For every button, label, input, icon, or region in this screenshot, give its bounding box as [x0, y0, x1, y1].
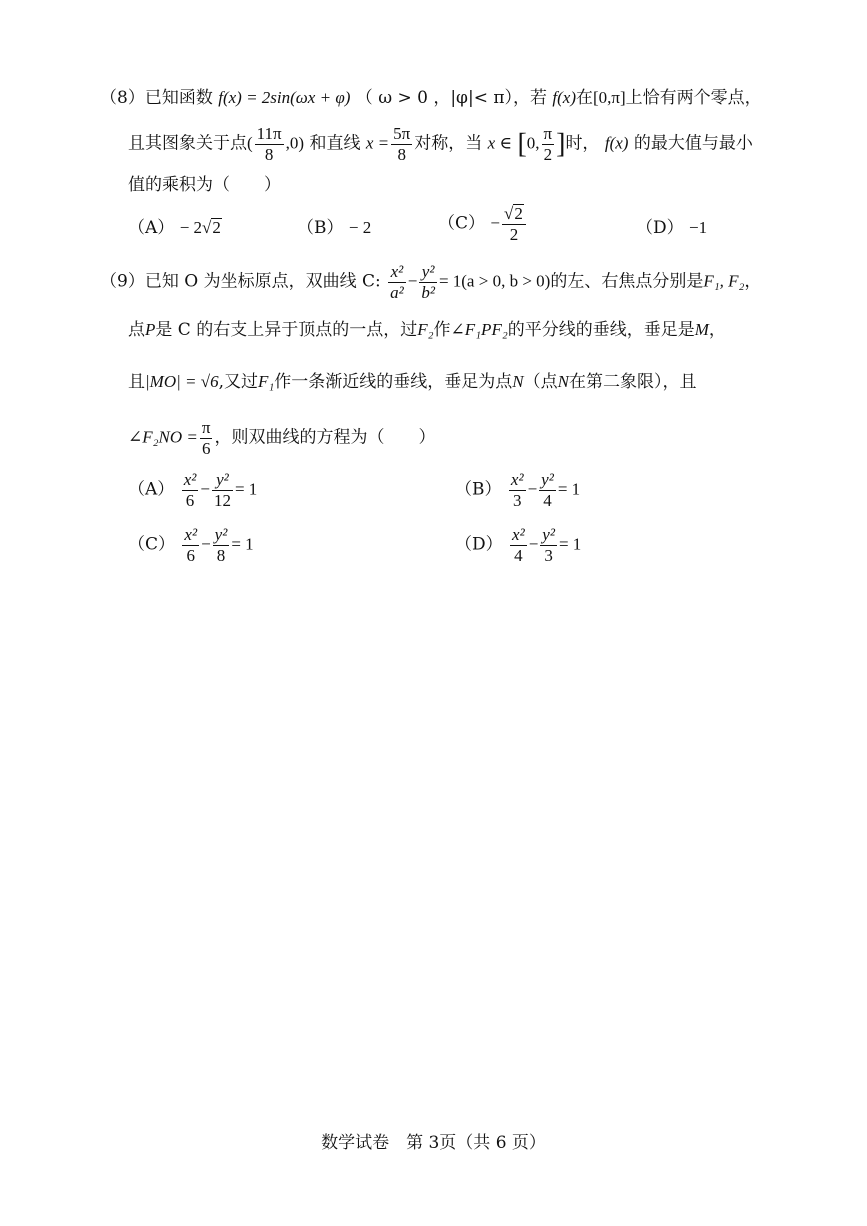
option-x-fraction: [182, 525, 199, 565]
q8-line-fraction: [391, 124, 412, 164]
equals-one: = 1: [558, 534, 582, 554]
q9-var: M: [694, 320, 709, 339]
q9-line-2: [128, 320, 726, 340]
q9-option-b[interactable]: [455, 470, 580, 510]
frac-den: 4: [514, 545, 523, 565]
q8-number: （8）: [100, 88, 145, 108]
q9-text: 是 C 的右支上异于顶点的一点，过: [155, 320, 418, 340]
page-footer: 数学试卷 第 3页（共 6 页）: [321, 1133, 546, 1153]
q8-text: 上恰有两个零点，: [625, 88, 762, 108]
equals-one: = 1: [231, 534, 254, 554]
q9-y-fraction: [419, 262, 437, 302]
frac-num: y²: [212, 470, 233, 491]
option-value: −1: [689, 218, 708, 237]
q9-text: 的平分线的垂线，垂足是: [507, 320, 695, 340]
q8-text: 且其图象关于点: [128, 133, 247, 154]
q9-foci: F₁, F₂: [703, 271, 745, 291]
q9-text: 点: [128, 320, 145, 340]
q9-text: 的左、右焦点分别是: [550, 271, 704, 292]
q9-text: ,又过: [218, 372, 258, 392]
q9-text: 在第二象限），且: [568, 372, 697, 392]
q9-var: N: [512, 372, 524, 391]
q9-text: 已知 O 为坐标原点，双曲线 C:: [144, 271, 381, 292]
sqrt-icon: √: [202, 218, 212, 237]
option-value: − 2: [348, 218, 372, 237]
q8-point-fraction: [255, 124, 284, 164]
q8-x-equals: x =: [365, 133, 390, 153]
q9-angle: ∠F₂NO =: [128, 427, 198, 447]
q8-function: f(x) = 2sin(ωx + φ): [218, 88, 351, 107]
q9-line-3: [128, 372, 696, 392]
q8-condition: （ ω > 0 ，|φ|< π），若: [355, 88, 548, 108]
q8-fx: f(x): [552, 88, 577, 107]
q8-range-den: 2: [543, 144, 553, 164]
radicand: 2: [514, 204, 523, 223]
q8-fx: f(x): [604, 133, 629, 153]
option-y-fraction: [539, 470, 556, 510]
frac-den: 3: [512, 490, 522, 510]
q8-line-num: 5π: [393, 124, 411, 143]
q8-text: 和直线: [309, 133, 361, 154]
q8-x-in: x ∈: [487, 133, 513, 153]
q8-line-3: [128, 175, 281, 195]
minus-sign: −: [527, 479, 538, 499]
q8-text: 值的乘积为（ ）: [128, 175, 281, 195]
option-y-fraction: [540, 525, 557, 565]
q9-text: ，则双曲线的方程为（ ）: [214, 427, 436, 448]
option-x-fraction: [509, 470, 526, 510]
q8-range-num: π: [543, 124, 553, 143]
frac-num: y²: [419, 262, 437, 283]
option-label: （C）: [438, 213, 486, 234]
q8-option-c[interactable]: [438, 204, 528, 244]
frac-den: 8: [216, 545, 226, 565]
option-label: （C）: [128, 534, 176, 555]
q9-var: F₁: [258, 372, 275, 391]
frac-den: 3: [544, 545, 553, 565]
minus-sign: −: [407, 271, 418, 291]
q9-angle: ∠F₁PF₂: [450, 320, 508, 339]
frac-num: y²: [214, 525, 228, 544]
radicand: 2: [212, 218, 221, 237]
frac-den: 6: [186, 545, 195, 565]
q9-text: 作: [433, 320, 451, 340]
frac-den: 6: [201, 438, 211, 458]
right-bracket: ]: [556, 128, 566, 160]
frac-den: a²: [390, 282, 404, 302]
option-label: （D）: [636, 218, 684, 238]
option-den: 2: [509, 224, 519, 244]
q8-text: 在: [576, 88, 594, 108]
q9-mo: |MO| = √6: [145, 372, 219, 391]
q9-text: （点: [523, 372, 558, 392]
q9-x-fraction: [388, 262, 406, 302]
q8-point-rest: ,0): [285, 133, 305, 153]
q8-range-zero: 0,: [526, 133, 540, 153]
q9-var: N: [557, 372, 569, 391]
option-label: （B）: [297, 218, 344, 238]
q8-text: 已知函数: [144, 88, 213, 108]
q9-number: （9）: [100, 271, 145, 292]
q9-text: ，: [744, 271, 762, 292]
q8-option-b[interactable]: [297, 218, 371, 238]
q8-line-1: [100, 88, 762, 108]
q9-equation-rest: = 1(a > 0, b > 0): [438, 271, 551, 291]
frac-den: 12: [213, 490, 231, 510]
frac-num: x²: [183, 470, 197, 489]
option-y-fraction: [212, 470, 233, 510]
q8-option-a[interactable]: [128, 218, 222, 238]
q9-option-d[interactable]: [455, 525, 581, 565]
q9-var: F₂: [417, 320, 434, 339]
left-bracket: [: [517, 128, 527, 160]
frac-num: x²: [510, 470, 524, 489]
option-y-fraction: [213, 525, 230, 565]
q8-text: 的最大值与最小: [633, 133, 753, 154]
q8-open-paren: (: [247, 133, 253, 153]
q9-var: P: [145, 320, 156, 339]
q9-line-1: [100, 262, 761, 302]
option-label: （B）: [455, 479, 502, 500]
equals-one: = 1: [557, 479, 581, 499]
option-fraction: [502, 204, 526, 244]
option-label: （A）: [128, 479, 175, 500]
option-value: − 2: [179, 218, 203, 237]
frac-den: 4: [543, 490, 552, 510]
q8-text: 对称，当: [414, 133, 483, 154]
frac-num: x²: [184, 525, 198, 544]
frac-den: 6: [185, 490, 195, 510]
q8-line-den: 8: [397, 144, 406, 164]
q9-text: 且: [128, 372, 145, 392]
frac-num: y²: [541, 470, 554, 489]
option-sign: −: [490, 213, 501, 233]
sqrt-icon: √: [504, 204, 514, 223]
q9-angle-fraction: [200, 418, 213, 458]
q9-text: 作一条渐近线的垂线，垂足为点: [274, 372, 513, 392]
frac-num: y²: [542, 525, 555, 544]
q9-option-a[interactable]: [128, 470, 257, 510]
frac-num: x²: [388, 262, 406, 283]
frac-den: b²: [421, 282, 435, 302]
option-label: （D）: [455, 534, 503, 555]
q8-point-num: 11π: [256, 124, 282, 143]
q8-point-den: 8: [264, 144, 274, 164]
equals-one: = 1: [234, 479, 258, 499]
q8-text: 时，: [565, 133, 600, 154]
minus-sign: −: [201, 534, 211, 554]
minus-sign: −: [200, 479, 210, 499]
frac-num: x²: [512, 525, 525, 544]
q9-text: ，: [708, 320, 726, 340]
minus-sign: −: [528, 534, 539, 554]
q8-line-2: [128, 124, 753, 164]
option-x-fraction: [182, 470, 199, 510]
q9-option-c[interactable]: [128, 525, 254, 565]
q8-option-d[interactable]: [636, 218, 707, 238]
q8-interval: [0,π]: [593, 88, 626, 107]
option-label: （A）: [128, 218, 175, 238]
q9-line-4: [128, 418, 435, 458]
frac-num: π: [201, 418, 211, 437]
q8-range-fraction: [542, 124, 555, 164]
option-num: [502, 204, 526, 225]
option-x-fraction: [510, 525, 527, 565]
